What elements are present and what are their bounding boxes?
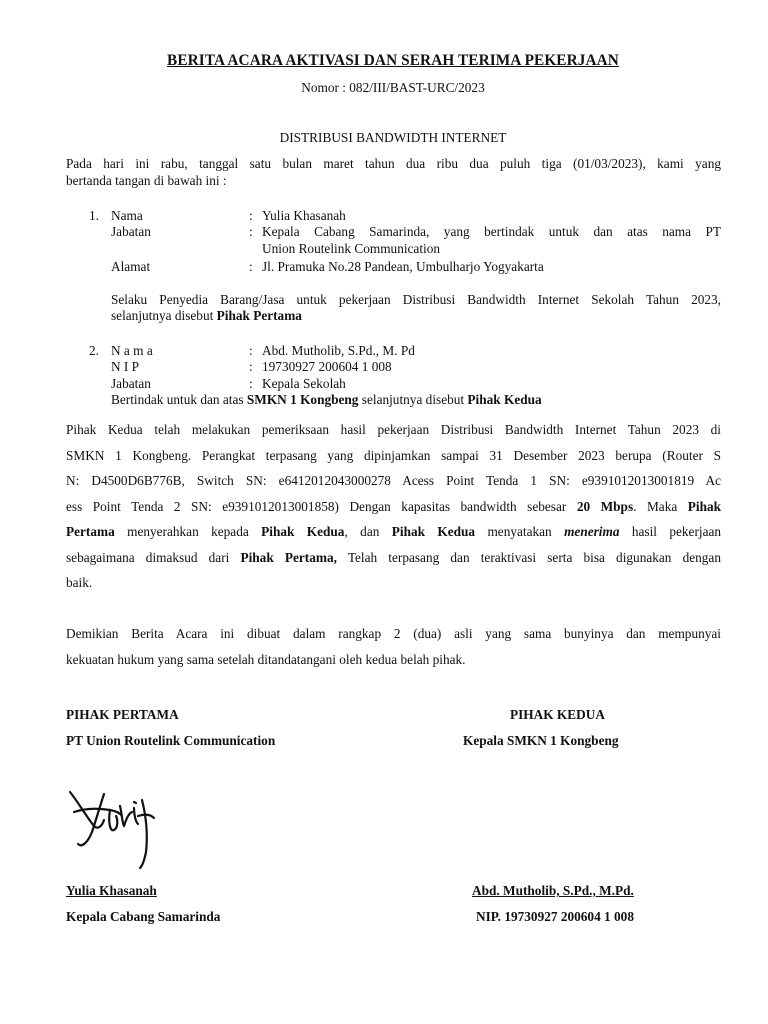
party-1-position-label: Jabatan (111, 224, 151, 239)
party-1-address-value: Jl. Pramuka No.28 Pandean, Umbulharjo Yogyakarta (262, 259, 544, 274)
party-2-signatory-nip: NIP. 19730927 200604 1 008 (476, 909, 634, 924)
document-number: Nomor : 082/III/BAST-URC/2023 (301, 80, 485, 95)
party-2-position-label: Jabatan (111, 376, 151, 391)
closing-line: kekuatan hukum yang sama setelah ditandatangani oleh kedua belah pihak. (66, 652, 466, 667)
colon: : (249, 208, 253, 223)
body-line: baik. (66, 575, 93, 590)
party-1-position-value-cont: Union Routelink Communication (262, 241, 441, 256)
party-1-name-label: Nama (111, 208, 143, 223)
body-line: ess Point Tenda 2 SN: e9391012013001858) Dengan kapasitas bandwidth sebesar 20 Mbps. Maka Pihak (66, 499, 722, 514)
party-1-heading: PIHAK PERTAMA (66, 707, 179, 722)
party-1-address-label: Alamat (111, 259, 151, 274)
colon: : (249, 224, 253, 239)
party-1-role-line-1: Selaku Penyedia Barang/Jasa untuk pekerjaan Distribusi Bandwidth Internet Sekolah Tahun 2023, (111, 292, 721, 307)
body-line: SMKN 1 Kongbeng. Perangkat terpasang yang dipinjamkan sampai 31 Desember 2023 berupa (Router S (66, 448, 721, 463)
intro-line-2: bertanda tangan di bawah ini : (66, 173, 227, 188)
body-line: sebagaimana dimaksud dari Pihak Pertama, Telah terpasang dan teraktivasi serta bisa digunakan dengan (66, 550, 721, 565)
party-2-heading: PIHAK KEDUA (510, 707, 605, 722)
party-1-organization: PT Union Routelink Communication (66, 733, 276, 748)
party-1-number: 1. (89, 208, 99, 223)
colon: : (249, 359, 253, 374)
signature-image (64, 786, 160, 870)
party-1-signatory-title: Kepala Cabang Samarinda (66, 909, 221, 924)
party-2-nip-value: 19730927 200604 1 008 (262, 359, 392, 374)
party-2-name-value: Abd. Mutholib, S.Pd., M. Pd (262, 343, 415, 358)
document-title: BERITA ACARA AKTIVASI DAN SERAH TERIMA PEKERJAAN (167, 52, 619, 69)
party-2-nip-label: N I P (111, 359, 140, 374)
party-2-position-value: Kepala Sekolah (262, 376, 346, 391)
closing-line: Demikian Berita Acara ini dibuat dalam rangkap 2 (dua) asli yang sama bunyinya dan mempunyai (66, 626, 721, 641)
document-subtitle: DISTRIBUSI BANDWIDTH INTERNET (279, 130, 507, 145)
party-1-role-line-2: selanjutnya disebut Pihak Pertama (111, 308, 302, 323)
party-1-name-value: Yulia Khasanah (262, 208, 346, 223)
party-2-acting-line: Bertindak untuk dan atas SMKN 1 Kongbeng selanjutnya disebut Pihak Kedua (111, 392, 542, 407)
colon: : (249, 259, 253, 274)
colon: : (249, 343, 253, 358)
body-line: N: D4500D6B776B, Switch SN: e6412012043000278 Acess Point Tenda 1 SN: e9391012013001819 Ac (66, 473, 721, 488)
colon: : (249, 376, 253, 391)
body-line: Pihak Kedua telah melakukan pemeriksaan hasil pekerjaan Distribusi Bandwidth Internet Tahun 2023 di (66, 422, 721, 437)
party-2-number: 2. (89, 343, 99, 358)
party-1-signatory-name: Yulia Khasanah (66, 883, 157, 898)
body-line: Pertama menyerahkan kepada Pihak Kedua, dan Pihak Kedua menyatakan menerima hasil pekerjaan (66, 524, 722, 539)
party-2-name-label: N a m a (111, 343, 153, 358)
party-2-organization: Kepala SMKN 1 Kongbeng (463, 733, 619, 748)
party-1-position-value: Kepala Cabang Samarinda, yang bertindak untuk dan atas nama PT (262, 224, 721, 239)
party-2-signatory-name: Abd. Mutholib, S.Pd., M.Pd. (472, 883, 634, 898)
intro-line-1: Pada hari ini rabu, tanggal satu bulan maret tahun dua ribu dua puluh tiga (01/03/2023), kami yang (66, 156, 721, 171)
